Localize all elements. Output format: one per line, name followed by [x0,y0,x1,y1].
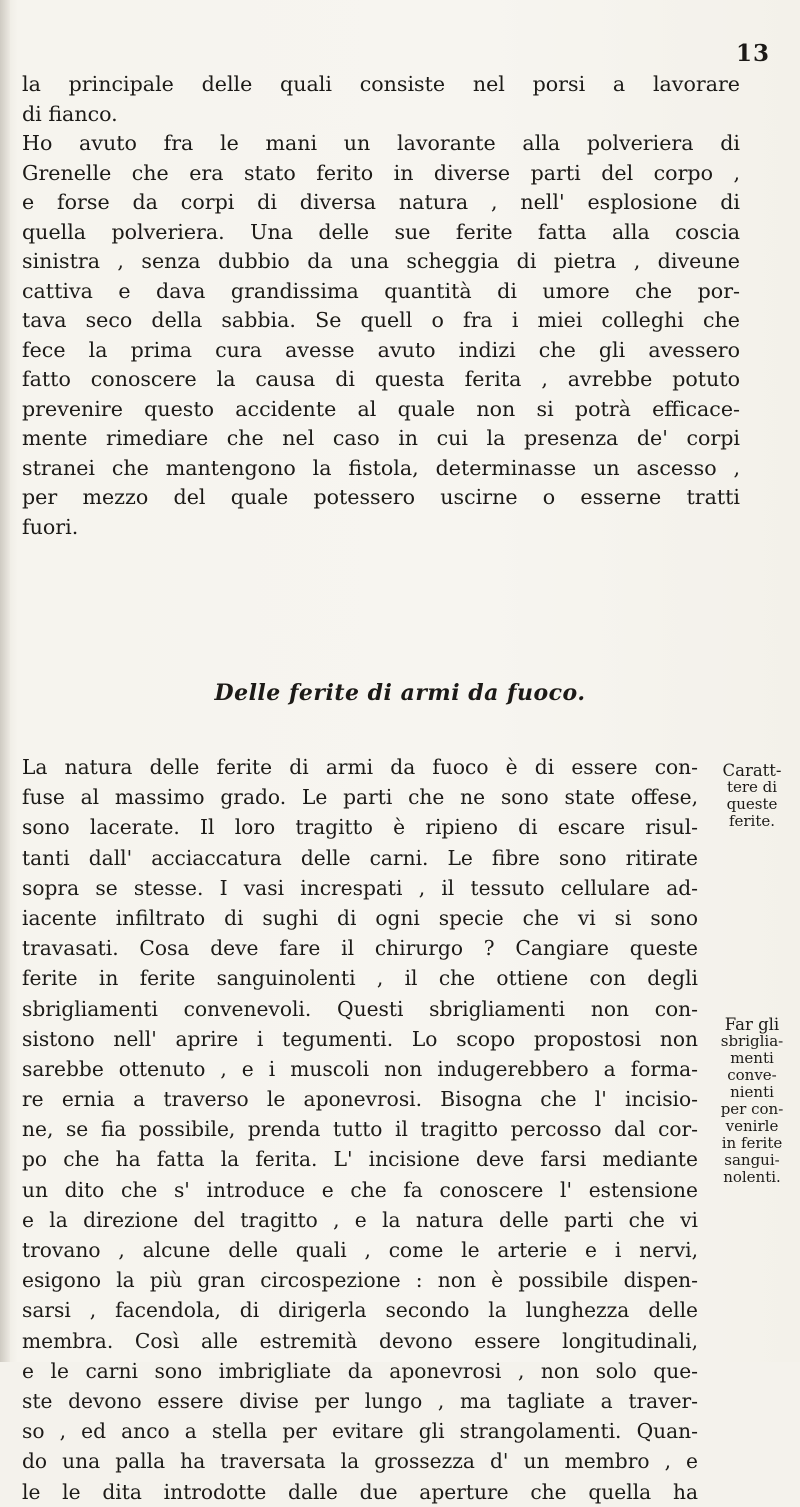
text-line: po che ha fatta la ferita. L' incisione deve farsi mediante [22,1147,698,1172]
margin-note-line: nolenti. [723,1168,781,1186]
text-line: so , ed anco a stella per evitare gli strangolamenti. Quan- [22,1419,698,1444]
text-line: e le carni sono imbrigliate da aponevrosi , non solo que- [22,1358,698,1383]
text-line: mente rimediare che nel caso in cui la presenza de' corpi [22,426,740,450]
text-line: travasati. Cosa deve fare il chirurgo ? Cangiare queste [22,936,698,961]
margin-note-line: queste [726,795,778,813]
text-line: trovano , alcune delle quali , come le arterie e i nervi, [22,1238,698,1262]
text-line: cattiva e dava grandissima quantità di umore che por- [22,278,740,303]
text-line: e forse da corpi di diversa natura , nell' esplosione di [22,190,740,214]
text-line: tava seco della sabbia. Se quell o fra i miei colleghi che [22,308,740,332]
margin-note-line: Far gli [724,1015,780,1034]
paragraph-1 [22,70,740,542]
text-line: di fianco. [22,101,118,126]
text-line: quella polveriera. Una delle sue ferite fatta alla coscia [22,219,740,244]
text-line: le le dita introdotte dalle due aperture che quella ha [22,1479,698,1504]
text-line: stranei che mantengono la fistola, determinasse un ascesso , [22,455,740,480]
text-line: Ho avuto fra le mani un lavorante alla polveriera di [22,131,740,155]
section-heading: Delle ferite di armi da fuoco. [214,680,586,706]
text-line: sono lacerate. Il loro tragitto è ripieno di escare risul- [22,815,698,840]
margin-note-line: sbriglia- [720,1032,784,1050]
text-line: Grenelle che era stato ferito in diverse parti del corpo , [22,160,740,185]
text-line: prevenire questo accidente al quale non si potrà efficace- [22,396,740,421]
text-line: per mezzo del quale potessero uscirne o esserne tratti [22,485,740,509]
margin-note-line: nienti [730,1083,774,1101]
text-line: sarsi , facendola, di dirigerla secondo la lunghezza delle [22,1298,698,1323]
text-line: do una palla ha traversata la grossezza d' un membro , e [22,1449,698,1474]
margin-note-line: in ferite [721,1134,783,1152]
margin-note-line: tere di [726,778,778,796]
margin-note-debridement [710,1016,794,1186]
text-line: fuori. [22,514,79,539]
text-line: sistono nell' aprire i tegumenti. Lo scopo propostosi non [22,1026,698,1051]
text-line: re ernia a traverso le aponevrosi. Bisogna che l' incisio- [22,1087,698,1112]
text-line: iacente infiltrato di sughi di ogni specie che vi si sono [22,905,698,930]
text-line: membra. Così alle estremità devono essere longitudinali, [22,1328,698,1353]
margin-note-line: Caratt- [722,761,782,780]
text-line: tanti dall' acciaccatura delle carni. Le fibre sono ritirate [22,845,698,870]
margin-note-line: ferite. [728,812,776,830]
text-line: la principale delle quali consiste nel porsi a lavorare [22,72,740,96]
margin-note-line: sangui- [724,1151,780,1169]
text-line: ferite in ferite sanguinolenti , il che ottiene con degli [22,966,698,991]
margin-note-line: venirle [725,1117,779,1135]
text-line: sopra se stesse. I vasi increspati , il tessuto cellulare ad- [22,875,698,900]
text-line: La natura delle ferite di armi da fuoco è di essere con- [22,755,698,779]
text-line: esigono la più gran circospezione : non è possibile dispen- [22,1268,698,1293]
text-line: e la direzione del tragitto , e la natura delle parti che vi [22,1207,698,1232]
margin-note-characteristics [710,762,794,830]
text-line: fatto conoscere la causa di questa ferita , avrebbe potuto [22,367,740,391]
margin-note-line: menti [730,1049,774,1067]
text-line: un dito che s' introduce e che fa conoscere l' estensione [22,1177,698,1202]
text-line: sbrigliamenti convenevoli. Questi sbrigliamenti non con- [22,996,698,1021]
text-line: fece la prima cura avesse avuto indizi che gli avessero [22,337,740,362]
page-number: 13 [736,40,771,67]
margin-note-line: conve- [727,1066,777,1084]
paragraph-2 [22,752,698,1507]
text-line: sinistra , senza dubbio da una scheggia di pietra , diveune [22,249,740,273]
text-line: fuse al massimo grado. Le parti che ne sono state offese, [22,785,698,810]
text-line: sarebbe ottenuto , e i muscoli non indugerebbero a forma- [22,1056,698,1081]
text-line: ste devono essere divise per lungo , ma tagliate a traver- [22,1388,698,1413]
text-line: ne, se fia possibile, prenda tutto il tragitto percosso dal cor- [22,1117,698,1142]
margin-note-line: per con- [720,1100,784,1118]
